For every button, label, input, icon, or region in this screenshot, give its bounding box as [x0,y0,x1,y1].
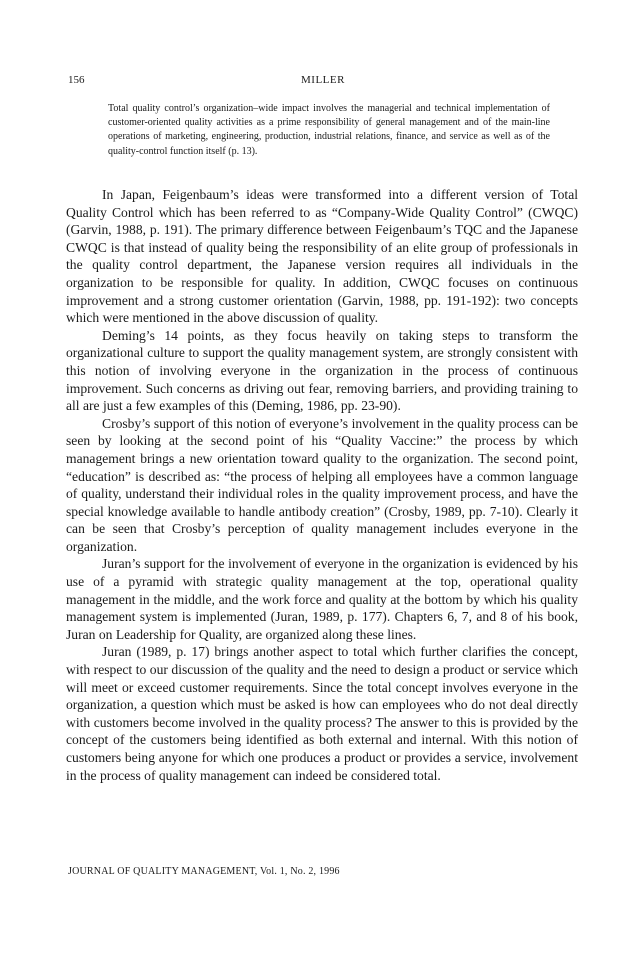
paragraph-cwqc: In Japan, Feigenbaum’s ideas were transformed into a different version of Total Quality Control which has been referred to as “Company-Wide Quality Control” (CWQC) (Garvin, 1988, p. 191). The primary difference between Feigenbaum’s TQC and the Japanese CWQC is that instead of quality being the responsibility of an elite group of professionals in the quality control department, the Japanese version requires all individuals in the organization to be responsible for quality. In addition, CWQC focuses on continuous improvement and a strong customer orientation (Garvin, 1988, pp. 191-192): two concepts which were mentioned in the above discussion of quality. [66,187,578,326]
paragraph-deming: Deming’s 14 points, as they focus heavily on taking steps to transform the organizational culture to support the quality management system, are strongly consistent with this notion of involving everyone in the organization in the process of continuous improvement. Such concerns as driving out fear, removing barriers, and providing training to all are just a few examples of this (Deming, 1986, pp. 23-90). [66,327,578,414]
paragraph-juran-customers: Juran (1989, p. 17) brings another aspect to total which further clarifies the concept, with respect to our discussion of the quality and the need to design a product or service which will meet or exceed customer requirements. Since the total concept involves everyone in the organization, a question which must be asked is how can employees who do not deal directly with customers become involved in the quality process? The answer to this is provided by the concept of the customers being identified as both external and internal. With this notion of customers being anyone for which one produces a product or provides a service, involvement in the process of quality management can indeed be considered total. [66,644,578,783]
paragraph-juran-pyramid: Juran’s support for the involvement of everyone in the organization is evidenced by his use of a pyramid with strategic quality management at the top, operational quality management in the middle, and the work force and quality at the bottom by which his quality management system is implemented (Juran, 1989, p. 177). Chapters 6, 7, and 8 of his book, Juran on Leadership for Quality, are organized along these lines. [66,556,578,642]
block-quote: Total quality control’s organization–wide impact involves the managerial and technical implementation of customer-oriented quality activities as a prime responsibility of general management and of the main-line operations of marketing, engineering, production, industrial relations, finance, and service as well as of the quality-control function itself (p. 13). [108,103,550,157]
running-head: MILLER [301,74,345,86]
journal-footer: JOURNAL OF QUALITY MANAGEMENT, Vol. 1, No. 2, 1996 [68,866,340,877]
page-number: 156 [68,74,85,86]
paragraph-crosby: Crosby’s support of this notion of everyone’s involvement in the quality process can be seen by looking at the second point of his “Quality Vaccine:” the process by which management brings a new orientation toward quality to the organization. The second point, “education” is described as: “the process of helping all employees have a common language of quality, understand their individual roles in the quality improvement process, and have the special knowledge available to handle antibody creation” (Crosby, 1989, pp. 7-10). Clearly it can be seen that Crosby’s perception of quality management includes everyone in the organization. [66,415,578,554]
body-text [66,186,578,784]
page-header [68,74,578,90]
